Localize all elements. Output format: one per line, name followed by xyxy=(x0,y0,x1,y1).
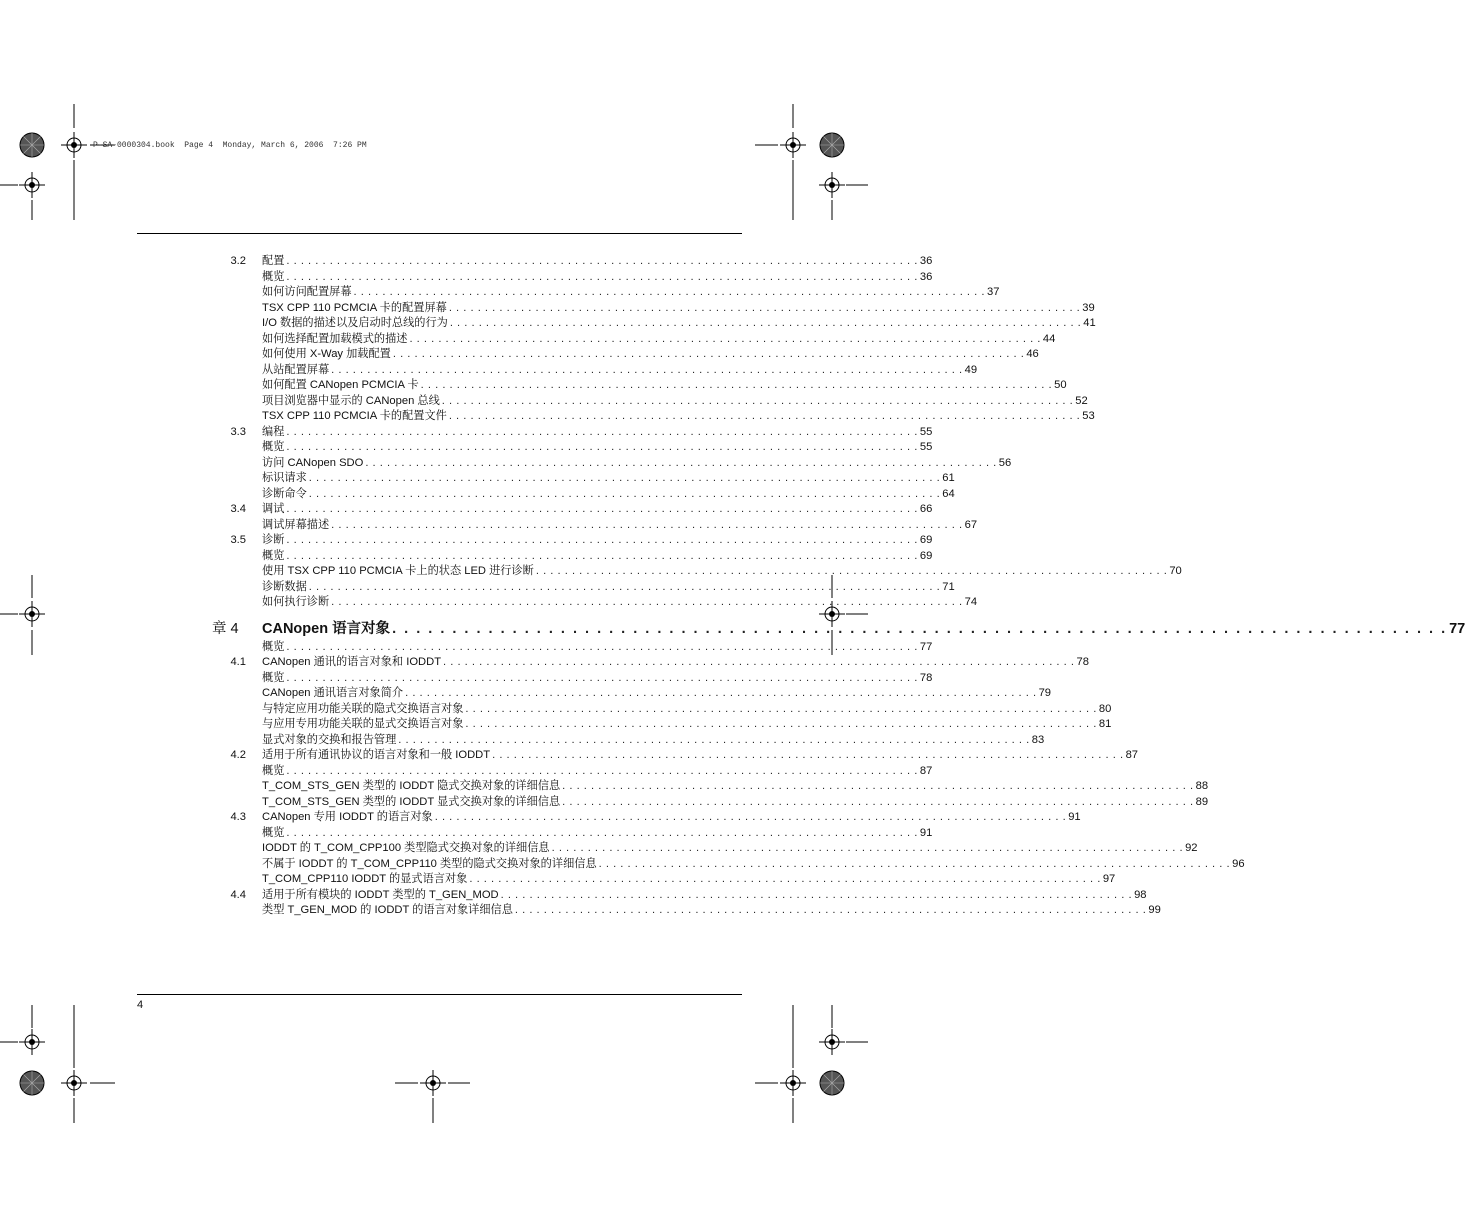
toc-leader-dots: . . . . . . . . . . . . . . . . . . . . . . . . . . . . . . . . . . . . . . . . . . . . . . . . . . . . . . . . . . . . . . . . . . . . . . . . . . . . . . . . . . . . . . . . xyxy=(441,394,1074,407)
toc-leader-dots: . . . . . . . . . . . . . . . . . . . . . . . . . . . . . . . . . . . . . . . . . . . . . . . . . . . . . . . . . . . . . . . . . . . . . . . . . . . . . . . . . . . . . . . . xyxy=(409,332,1041,345)
toc-page-number: 50 xyxy=(1054,379,1067,391)
toc-entry-row xyxy=(216,440,933,456)
toc-leader-dots: . . . . . . . . . . . . . . . . . . . . . . . . . . . . . . . . . . . . . . . . . . . . . . . . . . . . . . . . . . . . . . . . . . . . . . . . . . . . . . . . . . . . . . . . xyxy=(286,534,918,546)
toc-entry xyxy=(262,733,1045,749)
toc-entry xyxy=(262,518,978,534)
toc-entry xyxy=(262,810,1081,826)
toc-page-number: 88 xyxy=(1195,780,1209,792)
toc-title: 概览 xyxy=(262,640,285,653)
toc-leader-dots: . . . . . . . . . . . . . . . . . . . . . . . . . . . . . . . . . . . . . . . . . . . . . . . . . . . . . . . . . . . . . . . . . . . . . . . . . . . . . . . . . . . . . . . . xyxy=(492,749,1124,761)
toc-leader-dots: . . . . . . . . . . . . . . . . . . . . . . . . . . . . . . . . . . . . . . . . . . . . . . . . . . . . . . . . . . . . . . . . . . . . . . . . . . . . . . . . . . . . . . . . xyxy=(308,487,941,500)
toc-entry-row xyxy=(216,301,1095,317)
toc-leader-dots: . . . . . . . . . . . . . . . . . . . . . . . . . . . . . . . . . . . . . . . . . . . . . . . . . . . . . . . . . . . . . . . . . . . . . . . . . . . . . . . . . . . . . . . . xyxy=(562,795,1194,808)
toc-page-number: 79 xyxy=(1038,687,1052,699)
toc-page-number: 61 xyxy=(942,472,955,484)
toc-entry xyxy=(262,857,1245,873)
toc-entry-row xyxy=(216,671,933,687)
toc-entry-row xyxy=(216,857,1245,873)
toc-entry xyxy=(262,487,955,503)
toc-title: 如何使用 X-Way 加载配置 xyxy=(262,348,391,360)
toc-page-number: 37 xyxy=(986,286,1000,298)
toc-title: 不属于 IODDT 的 T_COM_CPP110 类型的隐式交换对象的详细信息 xyxy=(262,857,597,870)
toc-title: 如何访问配置屏幕 xyxy=(262,286,352,298)
toc-title: 如何执行诊断 xyxy=(262,596,330,608)
toc-entry-row xyxy=(216,686,1052,702)
toc-page-number: 67 xyxy=(964,518,978,531)
toc-entry-row xyxy=(216,518,978,534)
toc-page-number: 66 xyxy=(919,503,933,515)
toc-page-number: 55 xyxy=(919,441,933,453)
toc-leader-dots: . . . . . . . . . . . . . . . . . . . . . . . . . . . . . . . . . . . . . . . . . . . . . . . . . . . . . . . . . . . . . . . . . . . . . . . . . . . . . . . . . . . . . . . . xyxy=(448,410,1081,422)
toc-leader-dots: . . . . . . . . . . . . . . . . . . . . . . . . . . . . . . . . . . . . . . . . . . . . . . . . . . . . . . . . . . . . . . . . . . . . . . . . . . . . . . . . . . . . . . . . xyxy=(286,425,918,438)
toc-title: 概览 xyxy=(262,549,285,562)
toc-page-number: 91 xyxy=(919,826,933,839)
toc-leader-dots: . . . . . . . . . . . . . . . . . . . . . . . . . . . . . . . . . . . . . . . . . . . . . . . . . . . . . . . . . . . . . . . . . . . . . . . . . . . . . . . . . . . . . . . . xyxy=(551,842,1184,854)
toc-leader-dots: . . . . . . . . . . . . . . . . . . . . . . . . . . . . . . . . . . . . . . . . . . . . . . . . . . . . . . . . . . . . . . . . . . . . . . . . . . . . . . . . . . . . . . . . xyxy=(469,873,1101,885)
toc-leader-dots: . . . . . . . . . . . . . . . . . . . . . . . . . . . . . . . . . . . . . . . . . . . . . . . . . . . . . . . . . . . . . . . . . . . . . . . . . . . . . . . . . . . . . . . . xyxy=(331,518,963,531)
toc-page-number: 41 xyxy=(1083,317,1096,329)
toc-title: 调试屏幕描述 xyxy=(262,518,330,531)
toc-entry xyxy=(262,549,933,565)
toc-number: 4.4 xyxy=(230,888,246,901)
toc-entry-row xyxy=(216,456,1012,472)
toc-entry xyxy=(262,378,1067,394)
page-number: 4 xyxy=(137,999,144,1011)
toc-entry-row xyxy=(216,595,978,611)
toc-page-number: 87 xyxy=(1125,749,1139,761)
toc-page-number: 98 xyxy=(1134,888,1147,901)
toc-page-number: 49 xyxy=(964,363,978,376)
toc-title: TSX CPP 110 PCMCIA 卡的配置屏幕 xyxy=(262,301,447,314)
toc-entry-row xyxy=(216,764,933,780)
toc-title: 类型 T_GEN_MOD 的 IODDT 的语言对象详细信息 xyxy=(262,904,513,916)
toc-leader-dots: . . . . . . . . . . . . . . . . . . . . . . . . . . . . . . . . . . . . . . . . . . . . . . . . . . . . . . . . . . . . . . . . . . . . . . . . . . . . . . . . . . . . . . . . xyxy=(331,363,963,376)
toc-leader-dots: . . . . . . . . . . . . . . . . . . . . . . . . . . . . . . . . . . . . . . . . . . . . . . . . . . . . . . . . . . . . . . . . . . . . . . . . . . . . . . . . . . . . . . . . xyxy=(449,317,1082,329)
toc-entry xyxy=(262,841,1198,857)
toc-title: T_COM_STS_GEN 类型的 IODDT 隐式交换对象的详细信息 xyxy=(262,780,561,792)
toc-entry xyxy=(262,872,1116,888)
toc-entry-row xyxy=(216,580,955,596)
toc-entry-row xyxy=(216,285,1000,301)
toc-page-number: 39 xyxy=(1082,301,1095,314)
toc-leader-dots: . . . . . . . . . . . . . . . . . . . . . . . . . . . . . . . . . . . . . . . . . . . . . . . . . . . . . . . . . . . . . . . . . . . . . . . . . . . . . . . . . . . . . . . . xyxy=(434,811,1067,823)
toc-title: I/O 数据的描述以及启动时总线的行为 xyxy=(262,317,448,329)
toc-entry xyxy=(262,347,1039,363)
toc-page-number: 96 xyxy=(1232,857,1245,870)
toc-entry-row xyxy=(216,795,1209,811)
toc-leader-dots: . . . . . . . . . . . . . . . . . . . . . . . . . . . . . . . . . . . . . . . . . . . . . . . . . . . . . . . . . . . . . . . . . . . . . . . . . . . . . . . . . . . . . . . . xyxy=(392,620,1448,637)
toc-title: IODDT 的 T_COM_CPP100 类型隐式交换对象的详细信息 xyxy=(262,842,550,854)
toc-number: 3.4 xyxy=(230,503,246,515)
toc-section-row xyxy=(216,810,1081,826)
toc-leader-dots: . . . . . . . . . . . . . . . . . . . . . . . . . . . . . . . . . . . . . . . . . . . . . . . . . . . . . . . . . . . . . . . . . . . . . . . . . . . . . . . . . . . . . . . . xyxy=(286,270,918,283)
toc-entry xyxy=(262,425,933,441)
toc-entry-row xyxy=(216,717,1112,733)
toc-page-number: 91 xyxy=(1068,811,1081,823)
toc-page-number: 64 xyxy=(942,487,955,500)
toc-title: 标识请求 xyxy=(262,472,307,484)
toc-entry xyxy=(262,580,955,596)
toc-title: 如何选择配置加载模式的描述 xyxy=(262,332,408,345)
toc-entry-row xyxy=(216,471,955,487)
toc-page-number: 97 xyxy=(1102,873,1116,885)
toc-leader-dots: . . . . . . . . . . . . . . . . . . . . . . . . . . . . . . . . . . . . . . . . . . . . . . . . . . . . . . . . . . . . . . . . . . . . . . . . . . . . . . . . . . . . . . . . xyxy=(308,472,941,484)
toc-title: T_COM_STS_GEN 类型的 IODDT 显式交换对象的详细信息 xyxy=(262,795,561,808)
toc-entry xyxy=(262,671,933,687)
toc-entry-row xyxy=(216,409,1095,425)
toc-entry-row xyxy=(216,903,1161,919)
toc-page-number: 53 xyxy=(1082,410,1095,422)
toc-number: 3.2 xyxy=(230,255,246,267)
toc-page-number: 69 xyxy=(919,534,933,546)
toc-title: 概览 xyxy=(262,270,285,283)
toc-title: 适用于所有通讯协议的语言对象和一般 IODDT xyxy=(262,749,491,761)
toc-leader-dots: . . . . . . . . . . . . . . . . . . . . . . . . . . . . . . . . . . . . . . . . . . . . . . . . . . . . . . . . . . . . . . . . . . . . . . . . . . . . . . . . . . . . . . . . xyxy=(514,904,1147,916)
toc-entry xyxy=(262,748,1139,764)
toc-page-number: 89 xyxy=(1195,795,1209,808)
toc-title: 概览 xyxy=(262,441,285,453)
toc-page-number: 55 xyxy=(919,425,933,438)
toc-section-row xyxy=(216,502,933,518)
toc-title: 配置 xyxy=(262,255,285,267)
toc-leader-dots: . . . . . . . . . . . . . . . . . . . . . . . . . . . . . . . . . . . . . . . . . . . . . . . . . . . . . . . . . . . . . . . . . . . . . . . . . . . . . . . . . . . . . . . . xyxy=(286,441,918,453)
toc-entry xyxy=(262,254,933,270)
toc-entry-row xyxy=(216,702,1112,718)
toc-leader-dots: . . . . . . . . . . . . . . . . . . . . . . . . . . . . . . . . . . . . . . . . . . . . . . . . . . . . . . . . . . . . . . . . . . . . . . . . . . . . . . . . . . . . . . . . xyxy=(365,456,997,469)
toc-entry-row xyxy=(216,378,1067,394)
toc-leader-dots: . . . . . . . . . . . . . . . . . . . . . . . . . . . . . . . . . . . . . . . . . . . . . . . . . . . . . . . . . . . . . . . . . . . . . . . . . . . . . . . . . . . . . . . . xyxy=(308,580,941,593)
toc-entry-row xyxy=(216,347,1039,363)
toc-page-number: 52 xyxy=(1075,394,1088,407)
toc-leader-dots: . . . . . . . . . . . . . . . . . . . . . . . . . . . . . . . . . . . . . . . . . . . . . . . . . . . . . . . . . . . . . . . . . . . . . . . . . . . . . . . . . . . . . . . . xyxy=(448,301,1081,314)
toc-page-number: 44 xyxy=(1042,332,1056,345)
toc-leader-dots: . . . . . . . . . . . . . . . . . . . . . . . . . . . . . . . . . . . . . . . . . . . . . . . . . . . . . . . . . . . . . . . . . . . . . . . . . . . . . . . . . . . . . . . . xyxy=(286,671,918,684)
toc-title: CANopen 通讯的语言对象和 IODDT xyxy=(262,656,442,668)
toc-entry xyxy=(262,702,1112,718)
toc-entry xyxy=(262,394,1088,410)
toc-entry-row xyxy=(216,394,1088,410)
toc-page-number: 70 xyxy=(1169,565,1182,577)
toc-leader-dots: . . . . . . . . . . . . . . . . . . . . . . . . . . . . . . . . . . . . . . . . . . . . . . . . . . . . . . . . . . . . . . . . . . . . . . . . . . . . . . . . . . . . . . . . xyxy=(353,286,985,298)
toc-page-number: 71 xyxy=(942,580,955,593)
toc-title: 概览 xyxy=(262,826,285,839)
toc-entry xyxy=(262,316,1096,332)
print-header: P-SA-0000304.book Page 4 Monday, March 6, 2006 7:26 PM xyxy=(93,141,367,150)
toc-entry xyxy=(262,440,933,456)
toc-entry xyxy=(262,456,1012,472)
toc-page-number: 36 xyxy=(919,255,933,267)
toc-title: 诊断数据 xyxy=(262,580,307,593)
toc-entry-row xyxy=(216,332,1056,348)
toc-page-number: 56 xyxy=(998,456,1012,469)
toc-leader-dots: . . . . . . . . . . . . . . . . . . . . . . . . . . . . . . . . . . . . . . . . . . . . . . . . . . . . . . . . . . . . . . . . . . . . . . . . . . . . . . . . . . . . . . . . xyxy=(286,255,918,267)
toc-entry xyxy=(262,332,1056,348)
toc-section-row xyxy=(216,748,1139,764)
toc-entry xyxy=(262,717,1112,733)
toc-title: 访问 CANopen SDO xyxy=(262,456,364,469)
toc-entry-row xyxy=(216,549,933,565)
toc-entry xyxy=(262,301,1095,317)
toc-leader-dots: . . . . . . . . . . . . . . . . . . . . . . . . . . . . . . . . . . . . . . . . . . . . . . . . . . . . . . . . . . . . . . . . . . . . . . . . . . . . . . . . . . . . . . . . xyxy=(562,780,1194,792)
toc-section-row xyxy=(216,425,933,441)
toc-entry xyxy=(262,903,1161,919)
toc-leader-dots: . . . . . . . . . . . . . . . . . . . . . . . . . . . . . . . . . . . . . . . . . . . . . . . . . . . . . . . . . . . . . . . . . . . . . . . . . . . . . . . . . . . . . . . . xyxy=(465,718,1097,730)
toc-title: 调试 xyxy=(262,503,285,515)
toc-entry-row xyxy=(216,564,1182,580)
toc-title: 与应用专用功能关联的显式交换语言对象 xyxy=(262,718,464,730)
toc-entry-row xyxy=(216,270,933,286)
toc-entry xyxy=(262,471,955,487)
toc-number: 4.2 xyxy=(230,749,246,761)
toc-page-number: 80 xyxy=(1098,702,1112,715)
toc-leader-dots: . . . . . . . . . . . . . . . . . . . . . . . . . . . . . . . . . . . . . . . . . . . . . . . . . . . . . . . . . . . . . . . . . . . . . . . . . . . . . . . . . . . . . . . . xyxy=(286,826,918,839)
toc-entry-row xyxy=(216,733,1045,749)
toc-page-number: 46 xyxy=(1026,348,1039,360)
toc-title: CANopen 语言对象 xyxy=(262,620,391,637)
toc-page-number: 36 xyxy=(919,270,933,283)
toc-entry xyxy=(262,564,1182,580)
toc-title: 项目浏览器中显示的 CANopen 总线 xyxy=(262,394,440,407)
toc-leader-dots: . . . . . . . . . . . . . . . . . . . . . . . . . . . . . . . . . . . . . . . . . . . . . . . . . . . . . . . . . . . . . . . . . . . . . . . . . . . . . . . . . . . . . . . . xyxy=(443,656,1075,668)
toc-section-row xyxy=(216,254,933,270)
toc-chapter-row xyxy=(212,619,1465,640)
toc-page-number: 77 xyxy=(1449,620,1465,637)
toc-number: 3.5 xyxy=(230,534,246,546)
toc-entry xyxy=(262,502,933,518)
toc-number: 3.3 xyxy=(230,425,246,438)
toc-leader-dots: . . . . . . . . . . . . . . . . . . . . . . . . . . . . . . . . . . . . . . . . . . . . . . . . . . . . . . . . . . . . . . . . . . . . . . . . . . . . . . . . . . . . . . . . xyxy=(392,348,1025,360)
toc-leader-dots: . . . . . . . . . . . . . . . . . . . . . . . . . . . . . . . . . . . . . . . . . . . . . . . . . . . . . . . . . . . . . . . . . . . . . . . . . . . . . . . . . . . . . . . . xyxy=(405,687,1037,699)
toc-page-number: 77 xyxy=(919,640,933,653)
toc-page-number: 87 xyxy=(919,764,933,777)
toc-leader-dots: . . . . . . . . . . . . . . . . . . . . . . . . . . . . . . . . . . . . . . . . . . . . . . . . . . . . . . . . . . . . . . . . . . . . . . . . . . . . . . . . . . . . . . . . xyxy=(286,764,918,777)
toc-title: 概览 xyxy=(262,764,285,777)
toc-entry xyxy=(262,779,1209,795)
toc-entry xyxy=(262,686,1052,702)
table-of-contents xyxy=(212,254,1465,919)
toc-title: 显式对象的交换和报告管理 xyxy=(262,733,397,746)
toc-entry-row xyxy=(216,640,933,656)
toc-page-number: 78 xyxy=(1076,656,1089,668)
toc-entry xyxy=(262,533,933,549)
toc-title: 适用于所有模块的 IODDT 类型的 T_GEN_MOD xyxy=(262,888,499,901)
toc-section-row xyxy=(216,533,933,549)
toc-entry-row xyxy=(216,779,1209,795)
toc-leader-dots: . . . . . . . . . . . . . . . . . . . . . . . . . . . . . . . . . . . . . . . . . . . . . . . . . . . . . . . . . . . . . . . . . . . . . . . . . . . . . . . . . . . . . . . . xyxy=(286,549,918,562)
toc-page-number: 81 xyxy=(1098,718,1112,730)
toc-number: 4.1 xyxy=(230,656,246,668)
footer-rule xyxy=(137,994,742,995)
toc-entry xyxy=(262,363,978,379)
toc-leader-dots: . . . . . . . . . . . . . . . . . . . . . . . . . . . . . . . . . . . . . . . . . . . . . . . . . . . . . . . . . . . . . . . . . . . . . . . . . . . . . . . . . . . . . . . . xyxy=(598,857,1231,870)
toc-title: 使用 TSX CPP 110 PCMCIA 卡上的状态 LED 进行诊断 xyxy=(262,565,534,577)
toc-page-number: 99 xyxy=(1148,904,1161,916)
toc-entry-row xyxy=(216,487,955,503)
toc-leader-dots: . . . . . . . . . . . . . . . . . . . . . . . . . . . . . . . . . . . . . . . . . . . . . . . . . . . . . . . . . . . . . . . . . . . . . . . . . . . . . . . . . . . . . . . . xyxy=(286,640,918,653)
toc-entry xyxy=(262,655,1089,671)
toc-leader-dots: . . . . . . . . . . . . . . . . . . . . . . . . . . . . . . . . . . . . . . . . . . . . . . . . . . . . . . . . . . . . . . . . . . . . . . . . . . . . . . . . . . . . . . . . xyxy=(331,596,963,608)
toc-page-number: 74 xyxy=(964,596,978,608)
toc-title: 如何配置 CANopen PCMCIA 卡 xyxy=(262,379,419,391)
toc-leader-dots: . . . . . . . . . . . . . . . . . . . . . . . . . . . . . . . . . . . . . . . . . . . . . . . . . . . . . . . . . . . . . . . . . . . . . . . . . . . . . . . . . . . . . . . . xyxy=(286,503,918,515)
toc-title: 从站配置屏幕 xyxy=(262,363,330,376)
toc-page-number: 92 xyxy=(1185,842,1198,854)
toc-entry xyxy=(262,619,1465,640)
toc-section-row xyxy=(216,888,1147,904)
toc-entry xyxy=(262,409,1095,425)
toc-number: 章 4 xyxy=(212,620,239,637)
toc-entry xyxy=(262,270,933,286)
toc-leader-dots: . . . . . . . . . . . . . . . . . . . . . . . . . . . . . . . . . . . . . . . . . . . . . . . . . . . . . . . . . . . . . . . . . . . . . . . . . . . . . . . . . . . . . . . . xyxy=(420,379,1053,391)
toc-title: 诊断 xyxy=(262,534,285,546)
toc-entry xyxy=(262,640,933,656)
toc-entry xyxy=(262,888,1147,904)
header-rule xyxy=(137,233,742,234)
toc-number: 4.3 xyxy=(230,811,246,823)
toc-entry-row xyxy=(216,826,933,842)
toc-title: CANopen 通讯语言对象简介 xyxy=(262,687,404,699)
toc-title: T_COM_CPP110 IODDT 的显式语言对象 xyxy=(262,873,468,885)
toc-leader-dots: . . . . . . . . . . . . . . . . . . . . . . . . . . . . . . . . . . . . . . . . . . . . . . . . . . . . . . . . . . . . . . . . . . . . . . . . . . . . . . . . . . . . . . . . xyxy=(500,888,1133,901)
toc-page-number: 69 xyxy=(919,549,933,562)
toc-title: CANopen 专用 IODDT 的语言对象 xyxy=(262,811,433,823)
toc-page-number: 83 xyxy=(1031,733,1045,746)
toc-entry xyxy=(262,826,933,842)
toc-title: 与特定应用功能关联的隐式交换语言对象 xyxy=(262,702,464,715)
toc-title: 诊断命令 xyxy=(262,487,307,500)
toc-page-number: 78 xyxy=(919,671,933,684)
toc-title: 编程 xyxy=(262,425,285,438)
toc-entry-row xyxy=(216,316,1096,332)
toc-leader-dots: . . . . . . . . . . . . . . . . . . . . . . . . . . . . . . . . . . . . . . . . . . . . . . . . . . . . . . . . . . . . . . . . . . . . . . . . . . . . . . . . . . . . . . . . xyxy=(535,565,1168,577)
toc-entry-row xyxy=(216,872,1116,888)
toc-entry-row xyxy=(216,841,1198,857)
toc-leader-dots: . . . . . . . . . . . . . . . . . . . . . . . . . . . . . . . . . . . . . . . . . . . . . . . . . . . . . . . . . . . . . . . . . . . . . . . . . . . . . . . . . . . . . . . . xyxy=(398,733,1030,746)
toc-title: TSX CPP 110 PCMCIA 卡的配置文件 xyxy=(262,410,447,422)
toc-entry xyxy=(262,285,1000,301)
toc-section-row xyxy=(216,655,1089,671)
toc-entry xyxy=(262,764,933,780)
toc-entry-row xyxy=(216,363,978,379)
toc-leader-dots: . . . . . . . . . . . . . . . . . . . . . . . . . . . . . . . . . . . . . . . . . . . . . . . . . . . . . . . . . . . . . . . . . . . . . . . . . . . . . . . . . . . . . . . . xyxy=(465,702,1097,715)
toc-entry xyxy=(262,595,978,611)
toc-entry xyxy=(262,795,1209,811)
toc-title: 概览 xyxy=(262,671,285,684)
